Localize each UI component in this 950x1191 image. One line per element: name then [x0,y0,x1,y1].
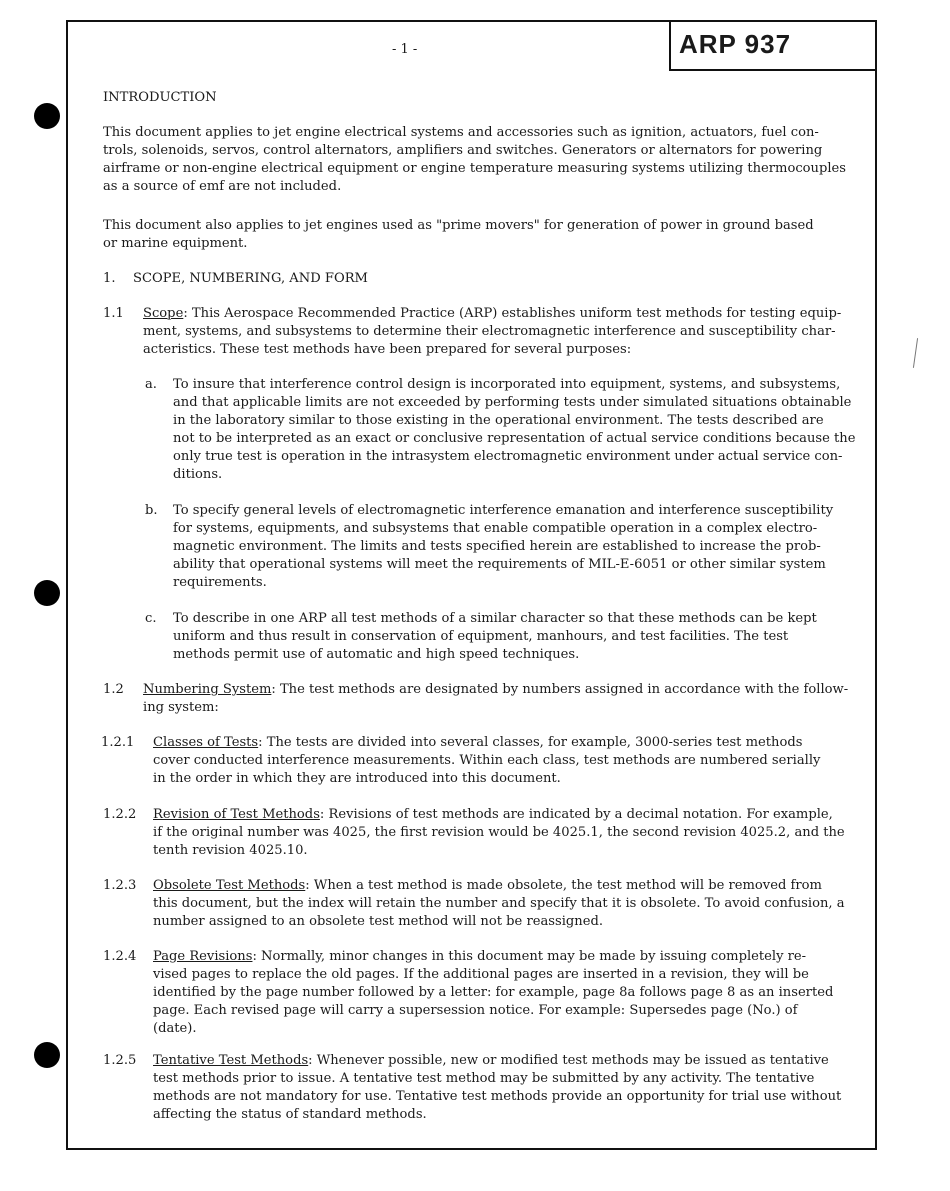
section-1-1-number: 1.1 [103,306,124,321]
text-line: for systems, equipments, and subsystems that enable compatible operation in a complex electro- [173,521,818,536]
item-b-label: b. [145,503,158,518]
text-line: test methods prior to issue. A tentative test method may be submitted by any activity. The tentative [153,1071,815,1086]
section-1-2-4-body [153,948,833,1038]
binder-hole-top [34,103,60,129]
text-line: acteristics. These test methods have been prepared for several purposes: [143,342,632,357]
text-line: trols, solenoids, servos, control alternators, amplifiers and switches. Generators or alternators for powering [103,143,823,158]
text-line: as a source of emf are not included. [103,179,342,194]
text-line: To insure that interference control design is incorporated into equipment, systems, and subsystems, [173,377,841,392]
text-line: only true test is operation in the intrasystem electromagnetic environment under actual service con- [173,449,843,464]
text-line: identified by the page number followed by a letter: for example, page 8a follows page 8 as an inserted [153,985,834,1000]
section-1-2-1-first-line: Classes of Tests: The tests are divided into several classes, for example, 3000-series test methods [153,735,803,750]
item-a-label: a. [145,377,157,392]
text-line: in the order in which they are introduced into this document. [153,771,561,786]
text-line: (date). [153,1021,197,1036]
text-line: To specify general levels of electromagnetic interference emanation and interference susceptibility [173,503,834,518]
section-1-2-3-number: 1.2.3 [103,878,137,893]
text-line: vised pages to replace the old pages. If the additional pages are inserted in a revision, they will be [153,967,809,982]
text-line: uniform and thus result in conservation of equipment, manhours, and test facilities. The test [173,629,789,644]
binder-hole-bottom [34,1042,60,1068]
binder-hole-middle [34,580,60,606]
page-number: - 1 - [392,42,418,57]
section-1-2-2-body [153,806,845,860]
section-1-title: SCOPE, NUMBERING, AND FORM [133,271,368,286]
text-line: ing system: [143,700,219,715]
text-line: To describe in one ARP all test methods of a similar character so that these methods can be kept [173,611,817,626]
text-line: methods are not mandatory for use. Tentative test methods provide an opportunity for trial use without [153,1089,842,1104]
section-1-1-first-line: Scope: This Aerospace Recommended Practice (ARP) establishes uniform test methods for testing equip- [143,306,842,321]
text-line: magnetic environment. The limits and tests specified herein are established to increase the prob- [173,539,821,554]
section-1-1-body [143,305,841,359]
text-line: or marine equipment. [103,236,248,251]
item-a-body [173,376,855,484]
section-1-2-number: 1.2 [103,682,124,697]
introduction-paragraph-2 [103,217,875,253]
section-1-2-4-title: Page Revisions [153,949,253,964]
document-id-box: ARP 937 [669,20,877,71]
text-line: ment, systems, and subsystems to determine their electromagnetic interference and susceptibility char- [143,324,836,339]
introduction-heading: INTRODUCTION [103,90,217,105]
text-line: and that applicable limits are not exceeded by performing tests under simulated situations obtainable [173,395,852,410]
item-c-label: c. [145,611,157,626]
section-1-2-5-number: 1.2.5 [103,1053,137,1068]
item-c-body [173,610,817,664]
section-1-2-1-number: 1.2.1 [101,735,135,750]
text-line: if the original number was 4025, the first revision would be 4025.1, the second revision 4025.2, and the [153,825,845,840]
section-1-2-5-first-line: Tentative Test Methods: Whenever possible, new or modified test methods may be issued as tentative [153,1053,829,1068]
text-line: tenth revision 4025.10. [153,843,308,858]
section-1-2-2-first-line: Revision of Test Methods: Revisions of test methods are indicated by a decimal notation. For example, [153,807,833,822]
pencil-mark [913,338,918,368]
section-1-2-1-title: Classes of Tests [153,735,259,750]
text-line: in the laboratory similar to those existing in the operational environment. The tests described are [173,413,824,428]
section-1-2-2-number: 1.2.2 [103,807,137,822]
text-line: this document, but the index will retain the number and specify that it is obsolete. To avoid confusion, a [153,896,845,911]
section-1-1-title: Scope [143,306,184,321]
text-line: requirements. [173,575,267,590]
section-1-2-body [143,681,848,717]
section-1-2-5-body [153,1052,841,1124]
section-1-2-3-first-line: Obsolete Test Methods: When a test method is made obsolete, the test method will be removed from [153,878,822,893]
text-line: ability that operational systems will meet the requirements of MIL-E-6051 or other similar system [173,557,826,572]
text-line: airframe or non-engine electrical equipment or engine temperature measuring systems utilizing thermocouples [103,161,847,176]
text-line: affecting the status of standard methods. [153,1107,427,1122]
text-line: methods permit use of automatic and high speed techniques. [173,647,580,662]
text-line: This document also applies to jet engines used as "prime movers" for generation of power in ground based [103,218,814,233]
section-1-2-2-title: Revision of Test Methods [153,807,320,822]
text-line: This document applies to jet engine electrical systems and accessories such as ignition, actuators, fuel con- [103,125,819,140]
item-b-body [173,502,833,592]
section-1-number: 1. [103,271,116,286]
text-line: ditions. [173,467,223,482]
section-1-2-4-number: 1.2.4 [103,949,137,964]
text-line: cover conducted interference measurements. Within each class, test methods are numbered serially [153,753,821,768]
section-1-2-title: Numbering System [143,682,272,697]
text-line: number assigned to an obsolete test method will not be reassigned. [153,914,604,929]
introduction-paragraph-1 [103,124,875,196]
section-1-2-first-line: Numbering System: The test methods are designated by numbers assigned in accordance with the follow- [143,682,849,697]
section-1-2-3-title: Obsolete Test Methods [153,878,306,893]
section-1-2-4-first-line: Page Revisions: Normally, minor changes in this document may be made by issuing completely re- [153,949,807,964]
section-1-2-1-body [153,734,820,788]
text-line: not to be interpreted as an exact or conclusive representation of actual service conditions because the [173,431,856,446]
text-line: page. Each revised page will carry a supersession notice. For example: Supersedes page (No.) of [153,1003,798,1018]
section-1-2-5-title: Tentative Test Methods [153,1053,309,1068]
section-1-2-3-body [153,877,845,931]
